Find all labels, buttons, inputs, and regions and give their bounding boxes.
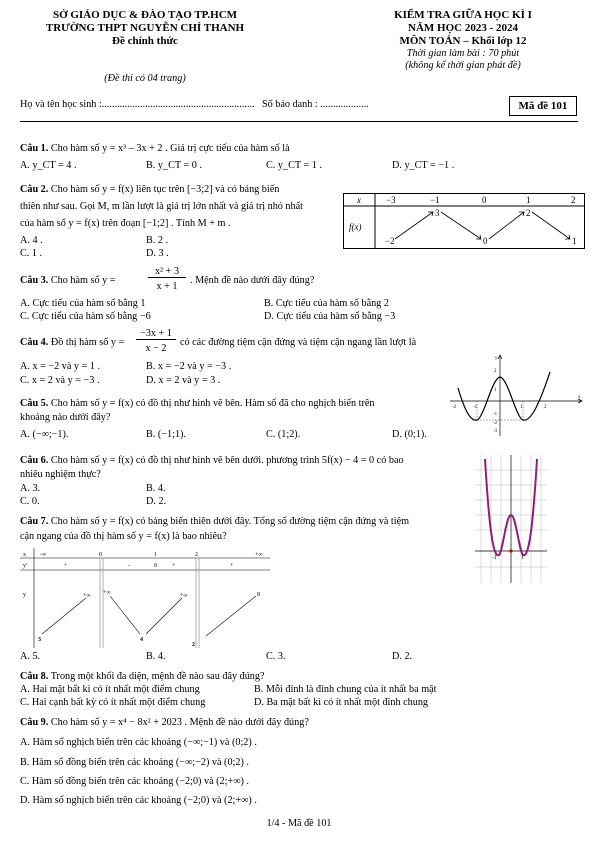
svg-text:-1: -1 xyxy=(493,412,498,417)
f-value: −2 xyxy=(385,236,395,246)
q6-option-c[interactable]: C. 0. xyxy=(20,496,40,507)
q1-option-b[interactable]: B. y_CT = 0 . xyxy=(146,160,202,171)
y-value: 3 xyxy=(38,637,41,643)
graph-q5 xyxy=(448,352,584,438)
q3-option-c[interactable]: C. Cực tiểu của hàm số bằng −6 xyxy=(20,311,151,322)
q3-option-d[interactable]: D. Cực tiểu của hàm số bằng −3 xyxy=(264,311,396,322)
svg-text:2: 2 xyxy=(544,405,547,410)
q2-option-c[interactable]: C. 1 . xyxy=(20,248,43,259)
svg-text:1: 1 xyxy=(521,555,524,561)
x-value: 1 xyxy=(526,195,531,205)
q8-option-b[interactable]: B. Mỗi đỉnh là đỉnh chung của ít nhất ba mặt xyxy=(254,684,437,695)
student-name-field[interactable]: Họ và tên học sinh :............................................................ xyxy=(20,99,255,110)
exam-title: KIỂM TRA GIỮA HỌC KÌ I xyxy=(394,9,532,21)
x-value: +∞ xyxy=(255,552,263,558)
fraction-denominator: x − 2 xyxy=(145,343,167,354)
q7-option-c[interactable]: C. 3. xyxy=(266,651,286,662)
svg-text:2: 2 xyxy=(494,369,497,374)
table-fx-label: f(x) xyxy=(349,222,362,232)
q7-option-d[interactable]: D. 2. xyxy=(392,651,413,662)
q7-option-a[interactable]: A. 5. xyxy=(20,651,41,662)
svg-text:-1: -1 xyxy=(473,405,478,410)
q6-option-a[interactable]: A. 3. xyxy=(20,483,41,494)
sign: + xyxy=(64,563,68,569)
question-4 xyxy=(20,337,124,348)
x-value: −3 xyxy=(386,195,396,205)
question-label: Câu 5. xyxy=(20,398,49,409)
exam-code-box: Mã đề 101 xyxy=(509,96,577,116)
question-6 xyxy=(20,455,404,466)
y-value: +∞ xyxy=(83,593,91,599)
row-y-label: y xyxy=(23,592,26,598)
sign: - xyxy=(128,563,130,569)
question-label: Câu 4. xyxy=(20,337,49,348)
question-label: Câu 1. xyxy=(20,143,49,154)
question-text: có các đường tiệm cận đứng và tiệm cận ngang lần lượt là xyxy=(180,337,417,348)
q4-option-c[interactable]: C. x = 2 và y = −3 . xyxy=(20,375,100,386)
y-value: 8 xyxy=(257,592,260,598)
svg-text:1: 1 xyxy=(520,405,523,410)
q8-option-a[interactable]: A. Hai mặt bất kì có ít nhất một điểm chung xyxy=(20,684,200,695)
q1-option-c[interactable]: C. y_CT = 1 . xyxy=(266,160,322,171)
f-value: 3 xyxy=(435,208,440,218)
graph-q6 xyxy=(475,455,547,583)
subject: MÔN TOÁN – Khối lớp 12 xyxy=(399,35,527,47)
svg-text:y: y xyxy=(495,356,498,361)
y-value: 2 xyxy=(192,642,195,648)
q9-option-c[interactable]: C. Hàm số đồng biến trên các khoảng (−2;0) và (2;+∞) . xyxy=(20,776,249,787)
question-text: Cho hàm số y = f(x) có đồ thị như hình vẽ bên dưới. phương trình 5f(x) − 4 = 0 có bao xyxy=(50,455,404,466)
question-text-line: nhiêu nghiệm thực? xyxy=(20,469,101,480)
row-x-label: x xyxy=(23,552,26,558)
question-text: Cho hàm số y = f(x) liên tục trên [−3;2] và có bảng biến xyxy=(50,184,280,195)
question-text: Cho hàm số y = f(x) có bảng biến thiên dưới đây. Tổng số đường tiệm cận đứng và tiệm xyxy=(50,516,410,527)
q2-option-a[interactable]: A. 4 . xyxy=(20,235,43,246)
sign: + xyxy=(172,563,176,569)
q4-option-b[interactable]: B. x = −2 và y = −3 . xyxy=(146,361,232,372)
y-value: +∞ xyxy=(180,593,188,599)
q4-option-d[interactable]: D. x = 2 và y = 3 . xyxy=(146,375,221,386)
question-1 xyxy=(20,143,290,154)
q8-option-c[interactable]: C. Hai cạnh bất kỳ có ít nhất một điểm chung xyxy=(20,697,206,708)
question-text-line: cận ngang của đồ thị hàm số y = f(x) là bao nhiêu? xyxy=(20,531,227,542)
q6-option-d[interactable]: D. 2. xyxy=(146,496,167,507)
f-value: 2 xyxy=(526,208,531,218)
row-yprime-label: y' xyxy=(23,563,28,569)
q3-option-a[interactable]: A. Cực tiểu của hàm số bằng 1 xyxy=(20,298,146,309)
q7-option-b[interactable]: B. 4. xyxy=(146,651,166,662)
q1-option-a[interactable]: A. y_CT = 4 . xyxy=(20,160,77,171)
q2-option-b[interactable]: B. 2 . xyxy=(146,235,169,246)
question-text: Cho hàm số y = xyxy=(50,275,116,286)
pages-note: (Đề thi có 04 trang) xyxy=(104,73,186,84)
sign: 0 xyxy=(154,563,157,569)
question-text: Cho hàm số y = x³ – 3x + 2 . Giá trị cực tiểu của hàm số là xyxy=(50,143,290,154)
q9-option-b[interactable]: B. Hàm số đồng biến trên các khoảng (−∞;−2) và (0;2) . xyxy=(20,757,249,768)
student-number-field[interactable]: Số báo danh : ................... xyxy=(262,99,369,110)
q8-option-d[interactable]: D. Ba mặt bất kì có ít nhất một đỉnh chung xyxy=(254,697,429,708)
y-value: +∞ xyxy=(103,590,111,596)
q5-option-c[interactable]: C. (1;2). xyxy=(266,429,301,440)
question-7 xyxy=(20,516,409,527)
x-value: 2 xyxy=(571,195,576,205)
q5-option-a[interactable]: A. (−∞;−1). xyxy=(20,429,69,440)
question-text: Cho hàm số y = f(x) có đồ thị như hình vẽ bên. Hàm số đã cho nghịch biến trên xyxy=(50,398,375,409)
x-value: −1 xyxy=(430,195,440,205)
question-label: Câu 8. xyxy=(20,671,49,682)
x-value: 0 xyxy=(99,552,102,558)
q1-option-d[interactable]: D. y_CT = −1 . xyxy=(392,160,455,171)
q5-option-d[interactable]: D. (0;1). xyxy=(392,429,427,440)
question-text-line: của hàm số y = f(x) trên đoạn [−1;2] . Tính M + m . xyxy=(20,218,231,229)
x-value: 1 xyxy=(154,552,157,558)
sign: + xyxy=(230,563,234,569)
question-text: Trong một khối đa diện, mệnh đề nào sau đây đúng? xyxy=(50,671,265,682)
table-x-label: x xyxy=(357,195,361,205)
x-value: -∞ xyxy=(40,552,47,558)
svg-text:-2: -2 xyxy=(493,421,498,426)
duration: Thời gian làm bài : 70 phút xyxy=(406,48,520,59)
school-year: NĂM HỌC 2023 - 2024 xyxy=(408,22,518,34)
question-8 xyxy=(20,671,265,682)
question-text: . Mệnh đề nào dưới đây đúng? xyxy=(190,275,315,286)
question-2 xyxy=(20,184,279,195)
q3-option-b[interactable]: B. Cực tiểu của hàm số bằng 2 xyxy=(264,298,389,309)
department-name: SỞ GIÁO DỤC & ĐÀO TẠO TP.HCM xyxy=(52,9,238,21)
svg-text:-2: -2 xyxy=(452,405,457,410)
question-label: Câu 2. xyxy=(20,184,49,195)
question-text-line: thiên như sau. Gọi M, m lần lượt là giá trị lớn nhất và giá trị nhỏ nhất xyxy=(20,201,303,212)
question-label: Câu 6. xyxy=(20,455,49,466)
q4-option-a[interactable]: A. x = −2 và y = 1 . xyxy=(20,361,101,372)
svg-text:-1: -1 xyxy=(492,555,497,561)
question-label: Câu 3. xyxy=(20,275,49,286)
fraction-numerator: x² + 3 xyxy=(148,266,186,278)
q9-option-a[interactable]: A. Hàm số nghịch biến trên các khoảng (−∞;−1) và (0;2) . xyxy=(20,737,257,748)
svg-text:1: 1 xyxy=(494,388,497,393)
variation-table-q2 xyxy=(343,193,585,249)
question-5 xyxy=(20,398,374,409)
q5-option-b[interactable]: B. (−1;1). xyxy=(146,429,186,440)
q2-option-d[interactable]: D. 3 . xyxy=(146,248,169,259)
header-divider xyxy=(20,121,578,122)
question-label: Câu 9. xyxy=(20,717,49,728)
duration-note: (không kể thời gian phát đề) xyxy=(405,60,521,71)
fraction-numerator: −3x + 1 xyxy=(136,328,176,340)
school-name: TRƯỜNG THPT NGUYỄN CHÍ THANH xyxy=(45,22,245,34)
fraction-denominator: x + 1 xyxy=(156,281,178,292)
x-value: 2 xyxy=(195,552,198,558)
official-label: Đề chính thức xyxy=(112,35,178,47)
question-text: Cho hàm số y = x⁴ − 8x² + 2023 . Mệnh đề nào dưới đây đúng? xyxy=(50,717,309,728)
question-text: Đồ thị hàm số y = xyxy=(50,337,125,348)
svg-text:-3: -3 xyxy=(493,429,498,434)
y-value: 4 xyxy=(140,637,143,643)
question-text-line: khoảng nào dưới đây? xyxy=(20,412,111,423)
variation-table-q7 xyxy=(20,548,270,648)
svg-text:x: x xyxy=(578,395,581,400)
f-value: 1 xyxy=(572,236,577,246)
question-3 xyxy=(20,275,115,286)
question-label: Câu 7. xyxy=(20,516,49,527)
x-value: 0 xyxy=(482,195,487,205)
f-value: 0 xyxy=(483,236,488,246)
page-footer: 1/4 - Mã đề 101 xyxy=(266,818,332,829)
question-9 xyxy=(20,717,309,728)
q9-option-d[interactable]: D. Hàm số nghịch biến trên các khoảng (−2;0) và (2;+∞) . xyxy=(20,795,257,806)
q6-option-b[interactable]: B. 4. xyxy=(146,483,166,494)
